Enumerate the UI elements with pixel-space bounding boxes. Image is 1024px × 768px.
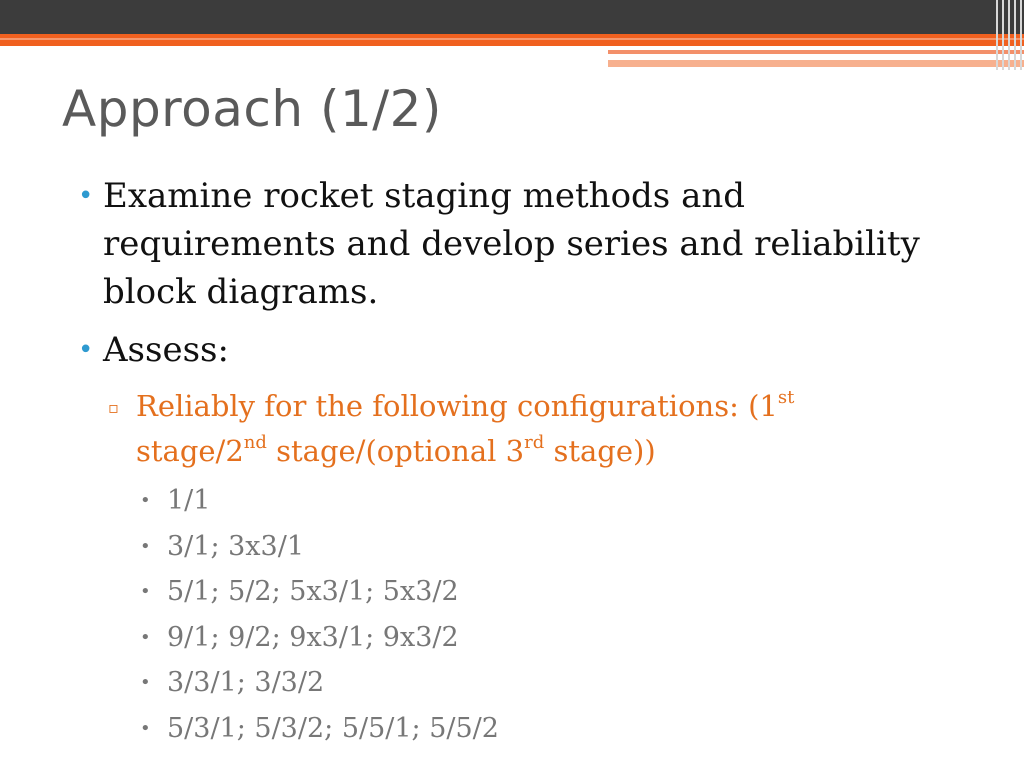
bullet-icon: • [140,535,151,557]
sub-bullet-item [0,384,896,474]
bullet-icon: • [140,626,151,648]
ordinal-suffix: nd [243,432,267,454]
corner-stripe [996,0,998,70]
configuration-item [0,615,1024,661]
configuration-item [0,478,1024,524]
configuration-text: 3/3/1; 3/3/2 [167,667,325,698]
bullet-text: Assess: [103,330,229,370]
bullet-icon: • [140,717,151,739]
bullet-item [0,326,938,374]
configuration-text: 5/3/1; 5/3/2; 5/5/1; 5/5/2 [167,712,499,744]
accent-bar [0,34,1024,46]
corner-stripe [1014,0,1016,70]
configuration-item [0,524,1024,570]
bullet-icon: • [140,490,151,511]
configuration-text: 3/1; 3x3/1 [167,530,304,562]
sub-bullet-text-part: stage/2 [136,434,244,468]
sub-bullet-text [136,389,794,468]
slide-body [0,172,1024,751]
sub-bullet-text-part: stage)) [544,434,656,468]
configuration-item [0,706,1024,752]
ordinal-suffix: rd [524,432,545,454]
bullet-icon: • [78,335,94,365]
ordinal-suffix: st [777,387,795,409]
bullet-item [0,172,938,316]
configuration-text: 9/1; 9/2; 9x3/1; 9x3/2 [167,621,459,653]
accent-thin-line-2 [608,60,1024,67]
corner-stripe [1020,0,1022,70]
top-bar [0,0,1024,34]
corner-stripe [1008,0,1010,70]
corner-stripe [1002,0,1004,70]
configuration-item [0,660,1024,706]
sub-bullet-text-part: stage/(optional 3 [266,434,525,468]
accent-thin-line [608,50,1024,54]
configuration-text: 1/1 [167,485,211,516]
sub-bullet-text-part: Reliably for the following configurations: (1 [136,389,778,423]
configuration-text: 5/1; 5/2; 5x3/1; 5x3/2 [167,576,459,607]
bullet-icon: • [140,672,151,693]
bullet-text: Examine rocket staging methods and requirements and develop series and reliability block diagrams. [103,176,920,312]
square-bullet-icon: ▫ [108,398,119,417]
bullet-icon: • [78,181,94,211]
configuration-item [0,569,1024,615]
corner-stripes [994,0,1024,70]
slide-title: Approach (1/2) [62,80,442,138]
bullet-icon: • [140,581,151,602]
accent-highlight-line [0,38,1024,40]
